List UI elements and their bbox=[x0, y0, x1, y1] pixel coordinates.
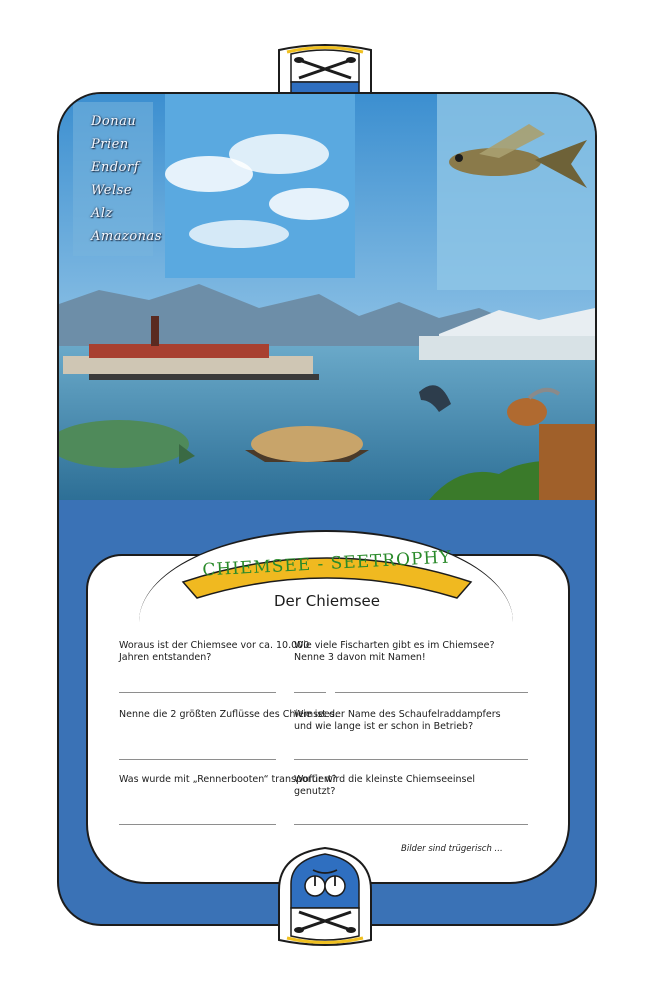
trophy-card bbox=[57, 92, 597, 926]
river-label: Donau bbox=[91, 114, 137, 129]
river-names-list bbox=[73, 102, 162, 256]
answer-line[interactable] bbox=[119, 759, 276, 760]
question-3: Nenne die 2 größten Zuflüsse des Chiemsees. bbox=[119, 709, 338, 720]
answer-line[interactable] bbox=[294, 824, 528, 825]
banner-title: CHIEMSEE - SEETROPHY bbox=[201, 547, 453, 581]
answer-line-short[interactable] bbox=[294, 692, 326, 693]
footnote: Bilder sind trügerisch ... bbox=[401, 844, 503, 854]
river-label: Prien bbox=[91, 137, 129, 152]
river-label: Endorf bbox=[91, 160, 140, 175]
question-5: Was wurde mit „Rennerbooten“ transportiert? bbox=[119, 774, 337, 785]
river-label: Welse bbox=[91, 183, 133, 198]
river-label: Alz bbox=[91, 206, 113, 221]
answer-line[interactable] bbox=[335, 692, 528, 693]
question-4: Wie ist der Name des Schaufelraddampfers und wie lange ist er schon in Betrieb? bbox=[294, 709, 501, 732]
answer-line[interactable] bbox=[294, 759, 528, 760]
question-1: Woraus ist der Chiemsee vor ca. 10.000 Jahren entstanden? bbox=[119, 640, 310, 663]
chiemsee-collage-image bbox=[59, 94, 595, 500]
page-subtitle: Der Chiemsee bbox=[274, 592, 380, 610]
question-6: Wofür wird die kleinste Chiemseeinsel genutzt? bbox=[294, 774, 475, 797]
answer-line[interactable] bbox=[119, 824, 276, 825]
coat-of-arms-bottom bbox=[277, 846, 373, 946]
river-label: Amazonas bbox=[91, 229, 162, 244]
answer-line[interactable] bbox=[119, 692, 276, 693]
question-2: Wie viele Fischarten gibt es im Chiemsee? Nenne 3 davon mit Namen! bbox=[294, 640, 495, 663]
